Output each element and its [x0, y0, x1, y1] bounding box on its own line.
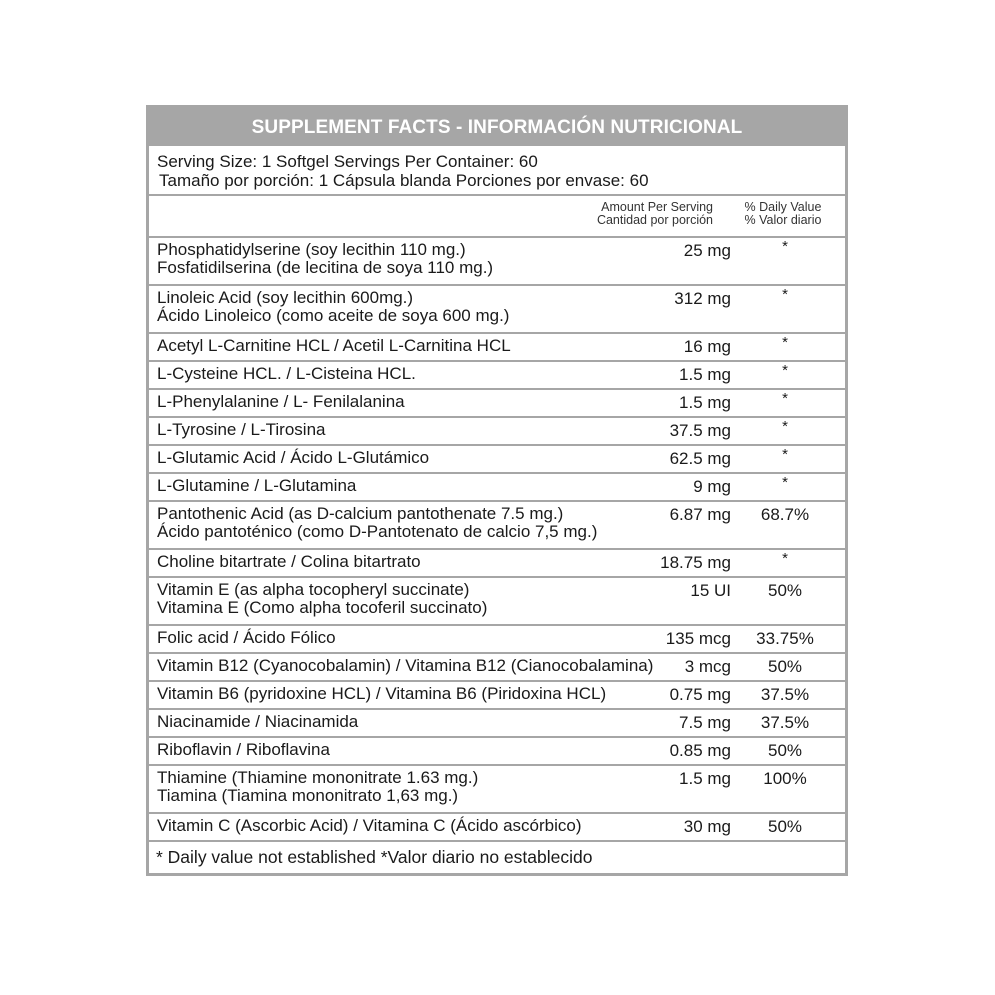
nutrient-name — [157, 817, 715, 835]
nutrient-name-line1: Folic acid / Ácido Fólico — [157, 628, 336, 647]
nutrient-name-line1: L-Phenylalanine / L- Fenilalanina — [157, 392, 405, 411]
nutrient-amount: 37.5 mg — [669, 421, 731, 440]
nutrient-amount: 0.85 mg — [669, 741, 731, 760]
nutrient-daily-value: * — [782, 390, 788, 407]
nutrient-daily-value: 37.5% — [760, 713, 810, 732]
nutrient-daily-value: * — [782, 446, 788, 463]
nutrient-name-line1: Vitamin C (Ascorbic Acid) / Vitamina C (Ácido ascórbico) — [157, 816, 582, 835]
serving-size-es: Tamaño por porción: 1 Cápsula blanda Porciones por envase: 60 — [159, 171, 649, 190]
amount-header-en: Amount Per Serving — [601, 200, 713, 214]
serving-size-en: Serving Size: 1 Softgel Servings Per Container: 60 — [157, 152, 538, 171]
nutrient-amount: 16 mg — [683, 337, 731, 356]
nutrient-daily-value: * — [782, 418, 788, 435]
nutrient-name — [157, 629, 715, 647]
nutrient-name — [157, 421, 715, 439]
nutrient-amount: 1.5 mg — [679, 365, 731, 384]
nutrient-row — [149, 502, 845, 550]
nutrient-amount: 25 mg — [683, 241, 731, 260]
nutrient-amount: 312 mg — [674, 289, 731, 308]
column-headers — [149, 196, 845, 238]
nutrient-amount: 1.5 mg — [679, 769, 731, 788]
nutrient-amount: 3 mcg — [684, 657, 731, 676]
nutrient-name — [157, 241, 715, 277]
nutrient-name-line1: Acetyl L-Carnitine HCL / Acetil L-Carnitina HCL — [157, 336, 511, 355]
nutrient-name-line1: Choline bitartrate / Colina bitartrato — [157, 552, 421, 571]
nutrient-name-line1: L-Cysteine HCL. / L-Cisteina HCL. — [157, 364, 416, 383]
nutrient-name — [157, 713, 715, 731]
nutrient-name-line2: Tiamina (Tiamina mononitrato 1,63 mg.) — [157, 786, 459, 805]
nutrient-daily-value: 37.5% — [760, 685, 810, 704]
nutrient-name — [157, 365, 715, 383]
nutrient-daily-value: 68.7% — [760, 505, 810, 524]
amount-header-es: Cantidad por porción — [596, 213, 713, 227]
nutrient-name-line1: L-Tyrosine / L-Tirosina — [157, 420, 326, 439]
nutrient-row — [149, 418, 845, 446]
nutrient-row — [149, 626, 845, 654]
nutrient-daily-value: * — [782, 550, 788, 567]
nutrient-row — [149, 814, 845, 842]
nutrient-row — [149, 238, 845, 286]
nutrient-amount: 62.5 mg — [669, 449, 731, 468]
nutrient-name-line1: Thiamine (Thiamine mononitrate 1.63 mg.) — [157, 768, 479, 787]
nutrient-name-line1: Vitamin B6 (pyridoxine HCL) / Vitamina B6 (Piridoxina HCL) — [157, 684, 607, 703]
nutrient-daily-value: 50% — [767, 657, 803, 676]
nutrient-row — [149, 362, 845, 390]
nutrient-row — [149, 390, 845, 418]
nutrient-name-line1: Vitamin E (as alpha tocopheryl succinate) — [157, 580, 470, 599]
nutrient-row — [149, 474, 845, 502]
nutrient-name-line1: Vitamin B12 (Cyanocobalamin) / Vitamina B12 (Cianocobalamina) — [157, 656, 654, 675]
nutrient-name — [157, 289, 715, 325]
nutrient-name-line2: Ácido pantoténico (como D-Pantotenato de calcio 7,5 mg.) — [157, 522, 598, 541]
nutrient-name-line1: Linoleic Acid (soy lecithin 600mg.) — [157, 288, 414, 307]
nutrient-name-line2: Ácido Linoleico (como aceite de soya 600 mg.) — [157, 306, 510, 325]
nutrient-row — [149, 710, 845, 738]
nutrient-amount: 135 mcg — [665, 629, 731, 648]
nutrient-daily-value: 50% — [767, 581, 803, 600]
nutrient-name — [157, 393, 715, 411]
nutrient-amount: 15 UI — [690, 581, 731, 600]
panel-title: SUPPLEMENT FACTS - INFORMACIÓN NUTRICIONAL — [149, 108, 845, 146]
nutrient-daily-value: 33.75% — [756, 629, 814, 648]
nutrient-row — [149, 738, 845, 766]
nutrient-amount: 6.87 mg — [669, 505, 731, 524]
daily-value-header-es: % Valor diario — [744, 213, 822, 227]
nutrient-name-line1: Niacinamide / Niacinamida — [157, 712, 359, 731]
nutrient-daily-value: 50% — [767, 741, 803, 760]
nutrient-row — [149, 286, 845, 334]
nutrient-row — [149, 682, 845, 710]
nutrient-amount: 7.5 mg — [679, 713, 731, 732]
daily-value-header-en: % Daily Value — [744, 200, 822, 214]
nutrient-name-line2: Fosfatidilserina (de lecitina de soya 110 mg.) — [157, 258, 494, 277]
nutrient-daily-value: * — [782, 362, 788, 379]
nutrient-rows — [149, 238, 845, 842]
nutrient-name — [157, 685, 715, 703]
nutrient-name-line1: L-Glutamic Acid / Ácido L-Glutámico — [157, 448, 430, 467]
nutrient-name — [157, 581, 715, 617]
nutrient-name — [157, 769, 715, 805]
nutrient-name — [157, 449, 715, 467]
nutrient-name-line1: L-Glutamine / L-Glutamina — [157, 476, 357, 495]
nutrient-name — [157, 741, 715, 759]
nutrient-amount: 9 mg — [693, 477, 731, 496]
nutrient-row — [149, 766, 845, 814]
nutrient-name-line1: Pantothenic Acid (as D-calcium pantothenate 7.5 mg.) — [157, 504, 564, 523]
nutrient-daily-value: * — [782, 334, 788, 351]
daily-value-header — [737, 201, 829, 227]
nutrient-daily-value: * — [782, 238, 788, 255]
nutrient-name — [157, 657, 715, 675]
nutrient-amount: 18.75 mg — [660, 553, 731, 572]
nutrient-name-line2: Vitamina E (Como alpha tocoferil succinato) — [157, 598, 488, 617]
nutrient-name-line1: Riboflavin / Riboflavina — [157, 740, 330, 759]
nutrient-daily-value: 100% — [763, 769, 807, 788]
nutrient-daily-value: * — [782, 286, 788, 303]
nutrient-name — [157, 337, 715, 355]
nutrient-amount: 0.75 mg — [669, 685, 731, 704]
nutrient-name-line1: Phosphatidylserine (soy lecithin 110 mg.) — [157, 240, 466, 259]
serving-info — [149, 146, 845, 196]
supplement-facts-panel — [146, 105, 848, 876]
nutrient-row — [149, 578, 845, 626]
nutrient-amount: 1.5 mg — [679, 393, 731, 412]
nutrient-name — [157, 477, 715, 495]
nutrient-row — [149, 654, 845, 682]
nutrient-daily-value: * — [782, 474, 788, 491]
nutrient-name — [157, 553, 715, 571]
nutrient-row — [149, 334, 845, 362]
nutrient-row — [149, 550, 845, 578]
amount-header — [579, 201, 713, 227]
nutrient-name — [157, 505, 715, 541]
nutrient-row — [149, 446, 845, 474]
nutrient-daily-value: 50% — [767, 817, 803, 836]
footnote: * Daily value not established *Valor diario no establecido — [156, 847, 593, 867]
nutrient-amount: 30 mg — [683, 817, 731, 836]
